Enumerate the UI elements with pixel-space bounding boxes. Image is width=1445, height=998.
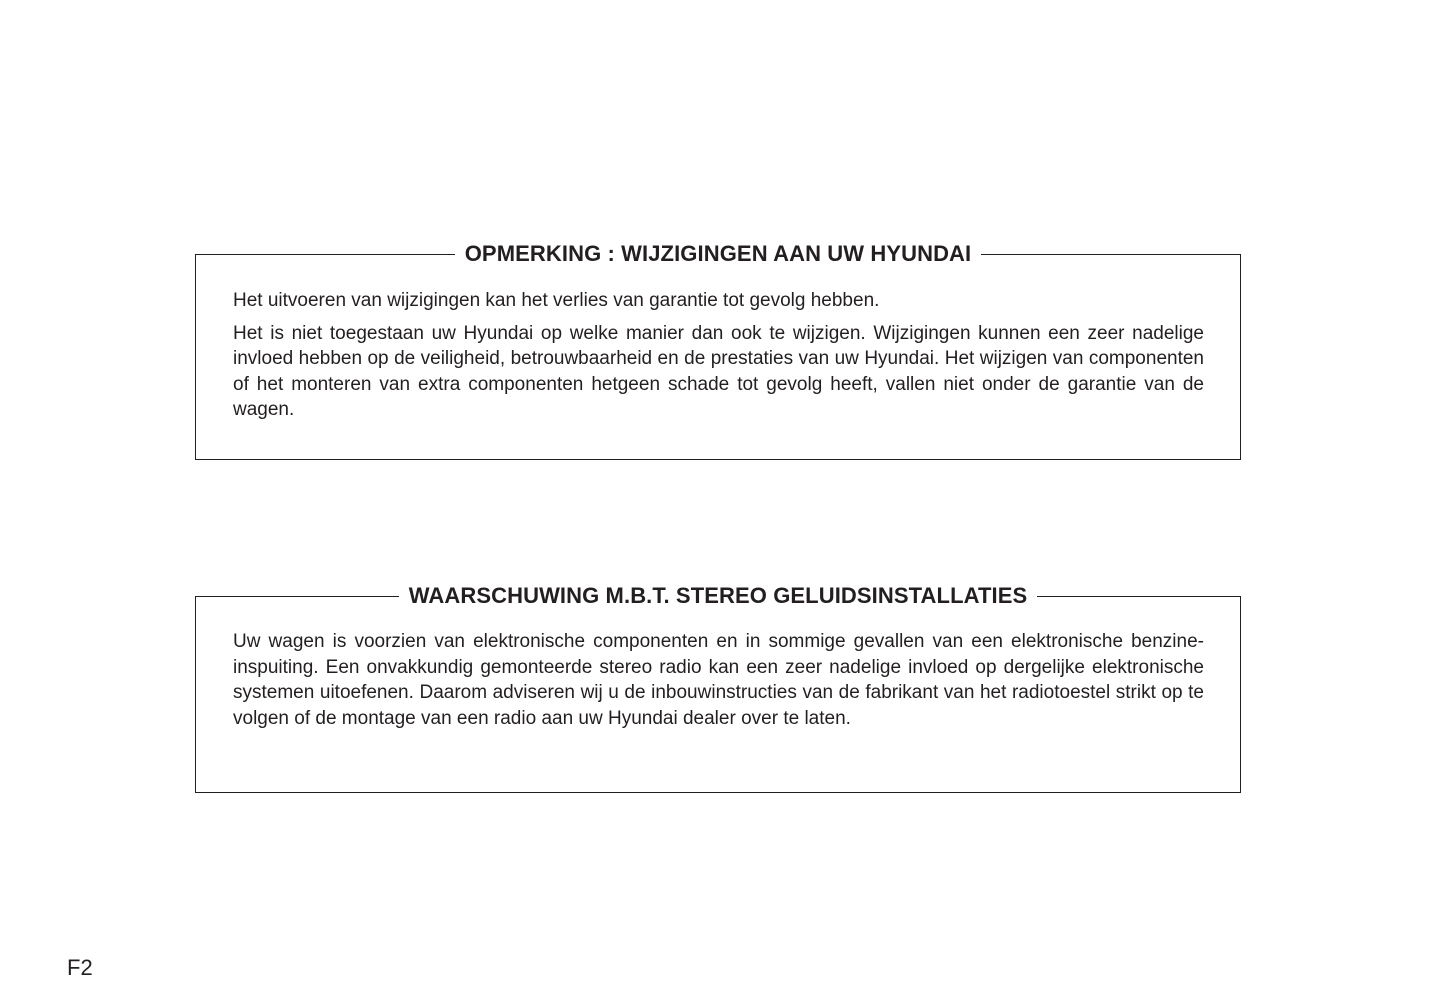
notice-box-modifications <box>195 241 1241 460</box>
notice-title: OPMERKING : WIJZIGINGEN AAN UW HYUNDAI <box>455 241 982 266</box>
notice-body <box>233 288 1204 423</box>
notice-title: WAARSCHUWING M.B.T. STEREO GELUIDSINSTALLATIES <box>399 583 1038 608</box>
notice-paragraph: Het uitvoeren van wijzigingen kan het verlies van garantie tot gevolg hebben. <box>233 290 880 311</box>
notice-title-wrapper <box>196 582 1240 610</box>
notice-box-stereo-warning <box>195 583 1241 793</box>
notice-paragraph: Uw wagen is voorzien van elektronische componenten en in sommige gevallen van een elektronische benzine-inspuiting. Een onvakkundig gemonteerde stereo radio kan een zeer nadelige invloed op dergelijke elektronische systemen uitoefenen. Daarom adviseren wij u de inbouwinstructies van de fabrikant van het radiotoestel strikt op te volgen of de montage van een radio aan uw Hyundai dealer over te laten. <box>233 631 1204 729</box>
notice-body <box>233 629 1204 731</box>
page-number: F2 <box>67 955 93 980</box>
notice-title-wrapper <box>196 240 1240 268</box>
notice-paragraph: Het is niet toegestaan uw Hyundai op welke manier dan ook te wijzigen. Wijzigingen kunnen een zeer nadelige invloed hebben op de veiligheid, betrouwbaarheid en de prestaties van uw Hyundai. Het wijzigen van componenten of het monteren van extra componenten hetgeen schade tot gevolg heeft, vallen niet onder de garantie van de wagen. <box>233 322 1204 420</box>
